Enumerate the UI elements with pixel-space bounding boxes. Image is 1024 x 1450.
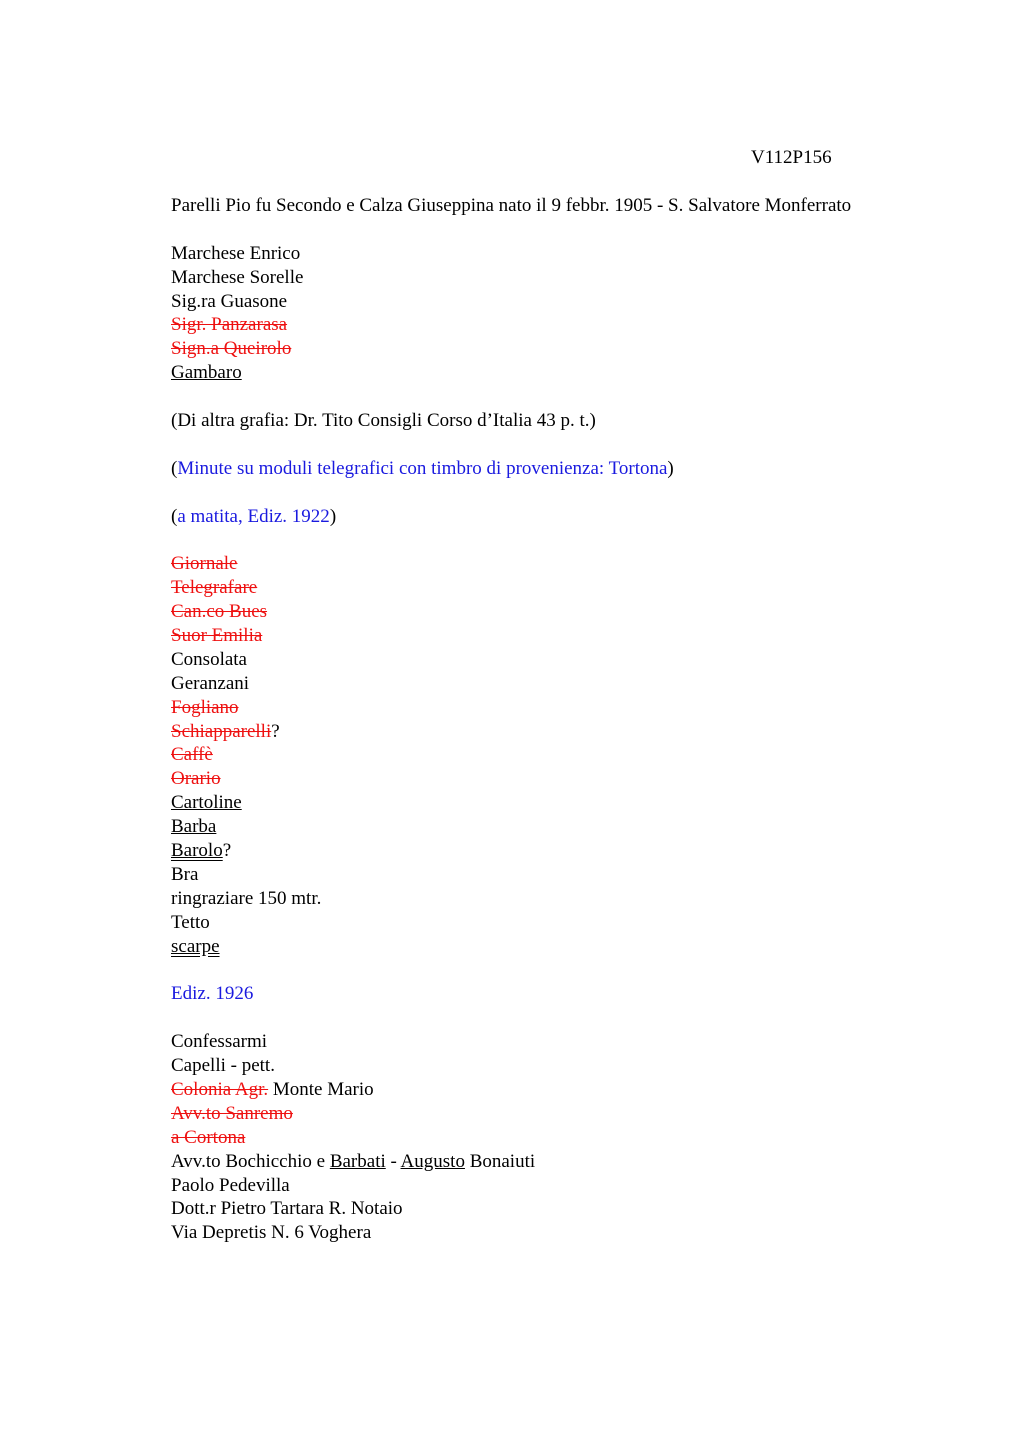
list3-item-struck: a Cortona — [171, 1126, 246, 1148]
list3-item: Paolo Pedevilla — [171, 1174, 290, 1196]
struck-text: Colonia Agr. — [171, 1078, 269, 1100]
list3-item: Confessarmi — [171, 1031, 268, 1053]
list2-item-struck: Orario — [171, 768, 221, 790]
list2-item-struck: Fogliano — [171, 696, 239, 718]
list2-item: Tetto — [171, 911, 210, 933]
list3-item-lawyers: Avv.to Bochicchio e Barbati - Augusto Bonaiuti — [171, 1150, 536, 1172]
list1-item: Marchese Sorelle — [171, 266, 304, 288]
list3-item-mixed: Colonia Agr. Monte Mario — [171, 1078, 374, 1100]
annotation-text: Minute su moduli telegrafici con timbro di provenienza: Tortona — [177, 457, 668, 479]
question-mark: ? — [271, 720, 280, 742]
reference-code: V112P156 — [751, 147, 832, 168]
list2-item: Geranzani — [171, 672, 250, 694]
list1-item: Sig.ra Guasone — [171, 290, 288, 312]
list1-item: Marchese Enrico — [171, 242, 301, 264]
list1-item-struck: Sign.a Queirolo — [171, 338, 292, 360]
note-telegraph-forms: (Minute su moduli telegrafici con timbro di provenienza: Tortona) — [171, 457, 674, 479]
document-body — [171, 194, 991, 1245]
list2-item-struck: Telegrafare — [171, 577, 258, 599]
list1-item-underlined: Gambaro — [171, 362, 242, 384]
list2-item-struck: Can.co Bues — [171, 601, 268, 623]
list1-item-struck: Sigr. Panzarasa — [171, 314, 288, 336]
question-mark: ? — [222, 840, 232, 862]
note-pencil-edition: (a matita, Ediz. 1922) — [171, 505, 337, 527]
list2-item-struck: Schiapparelli — [171, 720, 272, 742]
list3-item: Capelli - pett. — [171, 1055, 275, 1077]
list2-item-struck: Giornale — [171, 553, 238, 575]
note-other-hand: (Di altra grafia: Dr. Tito Consigli Corso d’Italia 43 p. t.) — [171, 410, 596, 432]
list2-item-double-underlined: Barolo — [171, 840, 223, 862]
annotation-text: a matita, Ediz. 1922 — [177, 505, 330, 527]
list3-item: Via Depretis N. 6 Voghera — [171, 1222, 372, 1244]
underlined-name: Barbati — [329, 1150, 386, 1172]
edition-label: Ediz. 1926 — [171, 983, 254, 1005]
list2-item: Consolata — [171, 648, 247, 670]
underlined-name: Augusto — [400, 1150, 465, 1172]
list2-item-struck: Suor Emilia — [171, 625, 263, 647]
list3-item-struck: Avv.to Sanremo — [171, 1102, 293, 1124]
heading-line: Parelli Pio fu Secondo e Calza Giuseppina nato il 9 febbr. 1905 - S. Salvatore Monferrato — [171, 195, 852, 216]
list3-item: Dott.r Pietro Tartara R. Notaio — [171, 1198, 403, 1220]
list2-item-double-underlined: scarpe — [171, 935, 220, 957]
list2-item-underlined: Cartoline — [171, 792, 242, 814]
list2-item: Bra — [171, 863, 199, 885]
list2-item: ringraziare 150 mtr. — [171, 887, 322, 909]
list2-item-underlined: Barba — [171, 816, 217, 838]
list2-item-struck: Caffè — [171, 744, 213, 766]
